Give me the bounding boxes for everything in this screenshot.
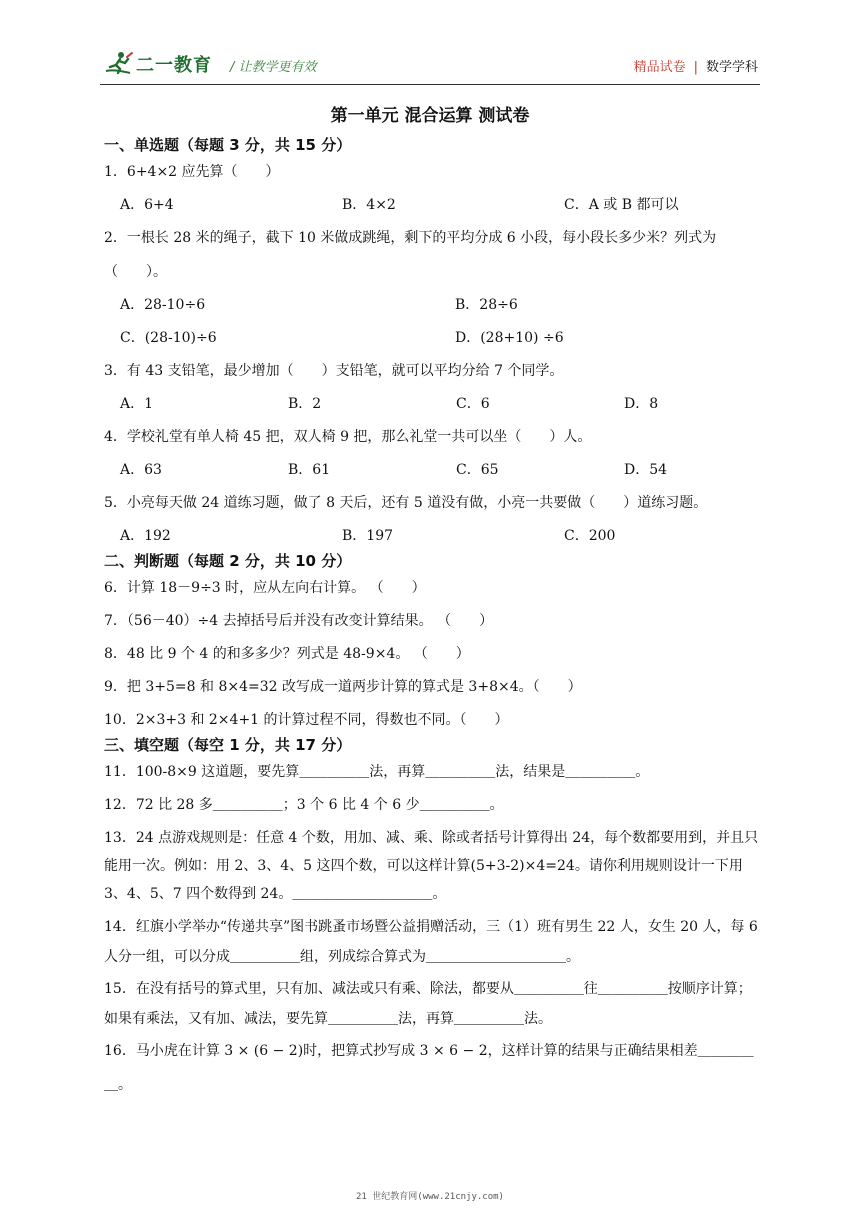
question-2-options-row-2 (104, 328, 764, 348)
logo-text: 二一教育 (136, 55, 212, 76)
header-tags (634, 56, 758, 75)
question-11: 11．100-8×9 这道题，要先算＿＿＿＿＿法，再算＿＿＿＿＿法，结果是＿＿＿＿＿。 (104, 764, 650, 780)
page-header (100, 44, 760, 85)
header-slogan: / 让教学更有效 (230, 60, 317, 75)
option-b: B．4×2 (342, 197, 396, 213)
question-3: 3．有 43 支铅笔，最少增加（ ）支铅笔，就可以平均分给 7 个同学。 (104, 363, 564, 379)
option-c: C．6 (456, 396, 490, 412)
option-b: B．61 (288, 462, 331, 478)
option-b: B．2 (288, 396, 322, 412)
option-a: A．192 (120, 528, 171, 544)
question-2-options-row-1 (104, 295, 764, 315)
question-14: 14．红旗小学举办“传递共享”图书跳蚤市场暨公益捐赠活动，三（1）班有男生 22 人，女生 20 人，每 6 人分一组，可以分成＿＿＿＿＿组，列成综合算式为＿＿＿＿＿＿＿＿＿＿。 (104, 919, 758, 965)
section-title-fill-blank: 三、填空题（每空 1 分，共 17 分） (104, 736, 352, 754)
question-10: 10．2×3+3 和 2×4+1 的计算过程不同，得数也不同。（ ） (104, 712, 509, 728)
option-a: A．6+4 (120, 197, 174, 213)
question-8: 8．48 比 9 个 4 的和多多少？列式是 48-9×4。 （ ） (104, 646, 470, 662)
logo (104, 50, 212, 78)
question-5: 5．小亮每天做 24 道练习题，做了 8 天后，还有 5 道没有做，小亮一共要做（ ）道练习题。 (104, 495, 708, 511)
question-7: 7．（56－40）÷4 去掉括号后并没有改变计算结果。 （ ） (104, 613, 494, 629)
question-13: 13．24 点游戏规则是：任意 4 个数，用加、减、乘、除或者括号计算得出 24，每个数都要用到，并且只能用一次。例如：用 2、3、4、5 这四个数，可以这样计算(5+3-2)×4=24。请你利用规则设计一下用 3、4、5、7 四个数得到 24。＿＿＿＿＿＿＿＿＿＿。 (104, 830, 759, 902)
question-12: 12．72 比 28 多＿＿＿＿＿；3 个 6 比 4 个 6 少＿＿＿＿＿。 (104, 797, 504, 813)
question-5-options (104, 526, 764, 546)
option-b: B．197 (342, 528, 394, 544)
question-4: 4．学校礼堂有单人椅 45 把，双人椅 9 把，那么礼堂一共可以坐（ ）人。 (104, 429, 592, 445)
question-15: 15．在没有括号的算式里，只有加、减法或只有乘、除法，都要从＿＿＿＿＿往＿＿＿＿＿按顺序计算；如果有乘法，又有加、减法，要先算＿＿＿＿＿法，再算＿＿＿＿＿法。 (104, 981, 752, 1027)
option-c: C．(28-10)÷6 (120, 330, 217, 346)
section-title-true-false: 二、判断题（每题 2 分，共 10 分） (104, 552, 352, 570)
option-c: C．200 (564, 528, 616, 544)
question-3-options (104, 394, 764, 414)
option-a: A．1 (120, 396, 154, 412)
option-c: C．A 或 B 都可以 (564, 197, 679, 213)
question-1-options (104, 195, 764, 215)
runner-logo-icon (104, 51, 134, 77)
option-a: A．63 (120, 462, 162, 478)
question-6: 6．计算 18－9÷3 时，应从左向右计算。 （ ） (104, 580, 426, 596)
quality-tag: 精品试卷 (633, 60, 686, 75)
option-d: D．54 (624, 462, 668, 478)
page-footer: 21 世纪教育网(www.21cnjy.com) (356, 1192, 504, 1202)
option-c: C．65 (456, 462, 499, 478)
document-title: 第一单元 混合运算 测试卷 (330, 106, 530, 126)
tag-separator: | (693, 60, 698, 75)
option-d: D．(28+10) ÷6 (455, 330, 564, 346)
question-4-options (104, 460, 764, 480)
section-title-single-choice: 一、单选题（每题 3 分，共 15 分） (104, 136, 352, 154)
question-16: 16．马小虎在计算 3 × (6 − 2)时，把算式抄写成 3 × 6 − 2，这样计算的结果与正确结果相差＿＿＿＿＿。 (104, 1043, 754, 1093)
option-d: D．8 (624, 396, 659, 412)
option-a: A．28-10÷6 (120, 297, 206, 313)
option-b: B．28÷6 (455, 297, 518, 313)
question-1: 1．6+4×2 应先算（ ） (104, 164, 280, 180)
subject-tag: 数学学科 (705, 60, 758, 75)
document-body (104, 135, 764, 1115)
question-9: 9．把 3+5=8 和 8×4=32 改写成一道两步计算的算式是 3+8×4。（ ） (104, 679, 582, 695)
question-2: 2．一根长 28 米的绳子，截下 10 米做成跳绳，剩下的平均分成 6 小段，每小段长多少米？列式为（ ）。 (104, 230, 717, 280)
